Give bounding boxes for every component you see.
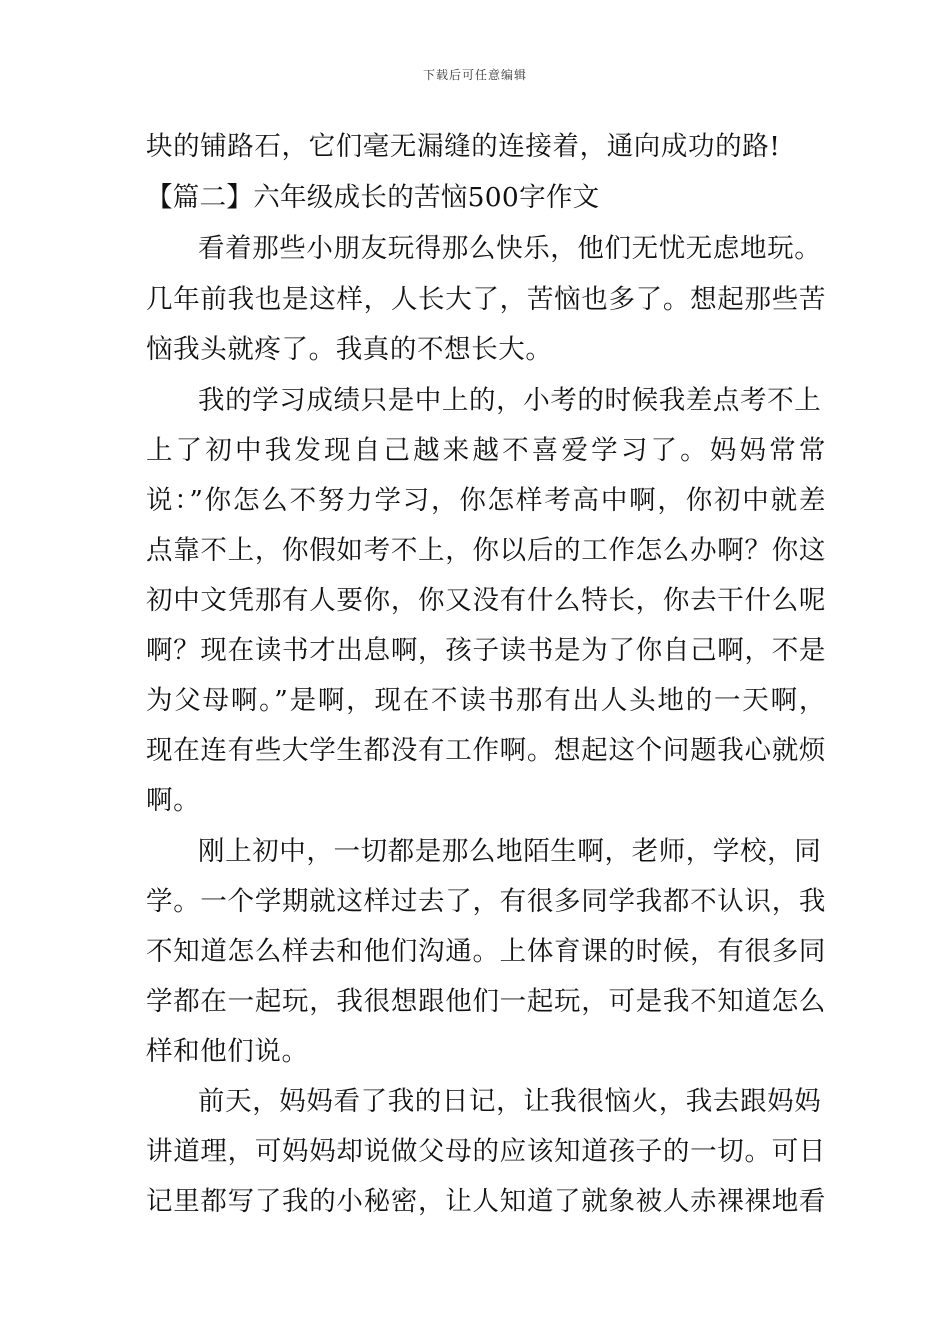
text-line: 讲道理，可妈妈却说做父母的应该知道孩子的一切。可日 <box>146 1136 826 1167</box>
text-line: 点靠不上，你假如考不上，你以后的工作怎么办啊？你这 <box>146 535 826 566</box>
text-line: 啊。 <box>146 785 201 816</box>
header-note: 下载后可任意编辑 <box>422 68 527 82</box>
text-line: 样和他们说。 <box>146 1036 309 1067</box>
text-line: 看着那些小朋友玩得那么快乐，他们无忧无虑地玩。 <box>198 233 822 264</box>
text-line: 恼我头就疼了。我真的不想长大。 <box>146 334 553 365</box>
text-line: 学都在一起玩，我很想跟他们一起玩，可是我不知道怎么 <box>146 986 826 1017</box>
text-line: 学。一个学期就这样过去了，有很多同学我都不认识，我 <box>146 886 826 917</box>
text-line: 记里都写了我的小秘密，让人知道了就象被人赤裸裸地看 <box>146 1186 826 1217</box>
text-line: 刚上初中，一切都是那么地陌生啊，老师，学校，同 <box>198 836 822 867</box>
text-line: 几年前我也是这样，人长大了，苦恼也多了。想起那些苦 <box>146 284 826 315</box>
text-line: 上了初中我发现自己越来越不喜爱学习了。妈妈常常 <box>146 435 826 466</box>
text-line: 现在连有些大学生都没有工作啊。想起这个问题我心就烦 <box>146 735 826 766</box>
text-line: 为父母啊。”是啊，现在不读书那有出人头地的一天啊， <box>146 685 826 716</box>
text-line: 初中文凭那有人要你，你又没有什么特长，你去干什么呢 <box>146 585 826 616</box>
section-heading: 【篇二】六年级成长的苦恼500字作文 <box>146 182 600 213</box>
text-line: 不知道怎么样去和他们沟通。上体育课的时候，有很多同 <box>146 936 826 967</box>
text-line: 我的学习成绩只是中上的，小考的时候我差点考不上 <box>198 385 822 416</box>
text-line: 说：”你怎么不努力学习，你怎样考高中啊，你初中就差 <box>146 485 826 516</box>
text-line: 啊？现在读书才出息啊，孩子读书是为了你自己啊，不是 <box>146 635 826 666</box>
text-line: 前天，妈妈看了我的日记，让我很恼火，我去跟妈妈 <box>198 1086 822 1117</box>
text-line: 块的铺路石，它们毫无漏缝的连接着，通向成功的路! <box>146 131 781 162</box>
